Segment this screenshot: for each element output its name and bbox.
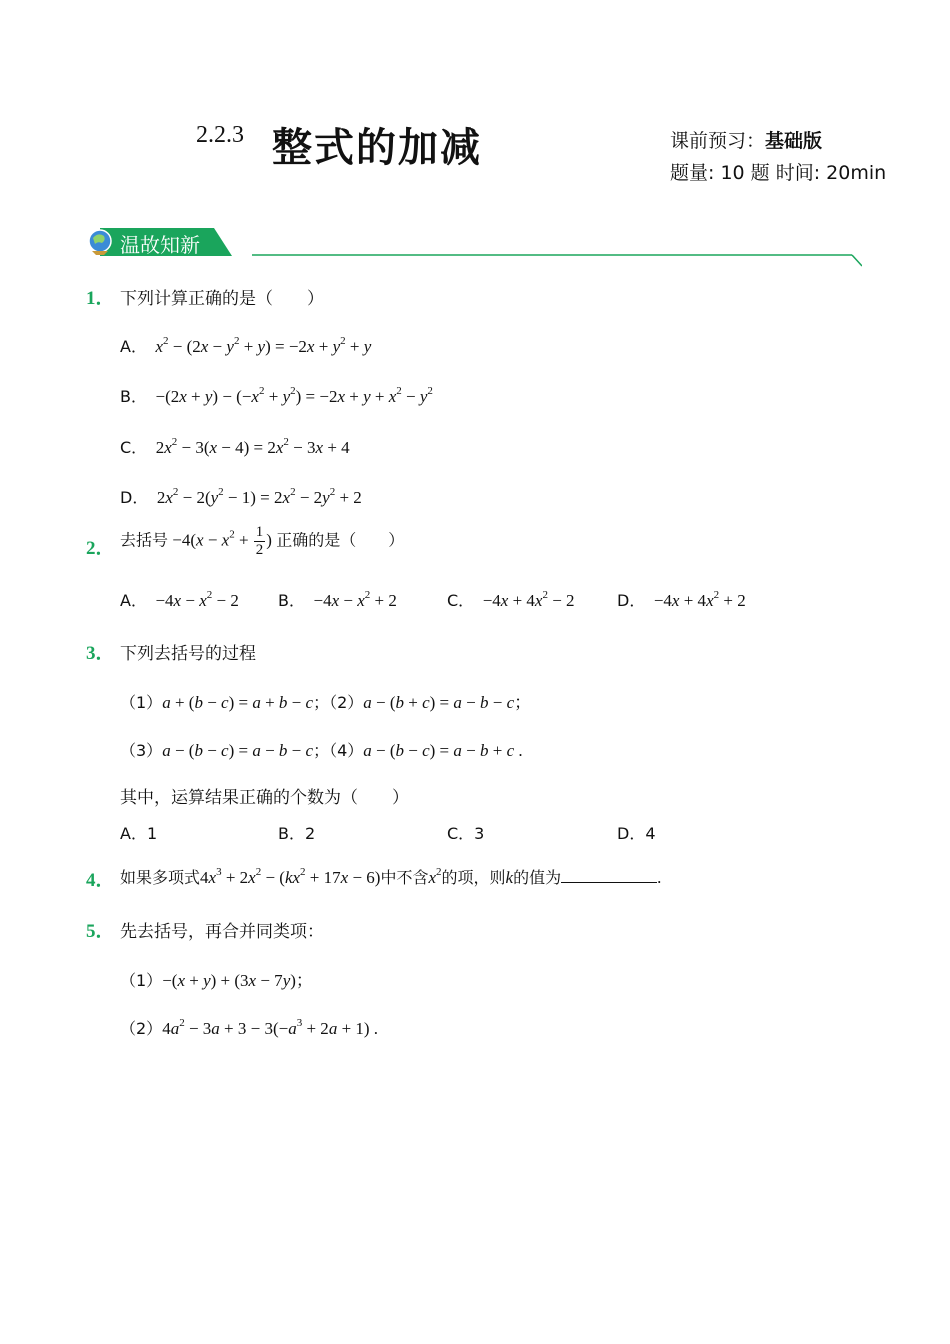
q2-option-b: B． $-4x - x^2 + 2$	[278, 589, 397, 610]
q1-option-d: D． $2x^2 - 2(y^2 - 1) = 2x^2 - 2y^2 + 2$	[120, 486, 362, 507]
question-stem-2: 去括号 $-4(x - x^2$ + $\frac{1}{2}$ ) 正确的是（ ）	[120, 524, 405, 558]
option-a-text: A．1	[120, 824, 158, 843]
page-title: 整式的加减	[272, 125, 482, 171]
q1-option-c: C． $2x^2 - 3(x - 4) = 2x^2 - 3x + 4$	[120, 436, 350, 457]
q5-part-1: （1）−(x + y) + (3x − 7y)；	[120, 971, 313, 990]
option-label: A．	[120, 591, 147, 610]
q3-option-d	[617, 821, 656, 844]
q2-option-a: A． $-4x - x^2 - 2$	[120, 589, 239, 610]
stem-suffix: 的值为	[513, 868, 562, 887]
option-label: B．	[278, 591, 305, 610]
q3-steps-3-4: （3）a − (b − c) = a − b − c；（4）a − (b − c) = a − b + c .	[120, 741, 523, 760]
question-number-4: 4．	[86, 870, 115, 891]
question-number-2: 2．	[86, 538, 115, 559]
section-number: 2.2.3	[196, 122, 244, 148]
option-c-text: C．3	[447, 824, 485, 843]
part-label-2: （2）	[120, 1019, 163, 1038]
q3-option-c	[447, 821, 484, 844]
meta-level-value: 基础版	[765, 130, 823, 152]
q2-option-c: C． $-4x + 4x^2 - 2$	[447, 589, 575, 610]
step-label-2: ；（2）	[313, 693, 364, 712]
option-label: D．	[617, 591, 646, 610]
question-number-3: 3．	[86, 643, 115, 664]
meta-label: 课前预习：	[670, 130, 766, 152]
part-label-1: （1）	[120, 971, 163, 990]
question-stem-4: 如果多项式$4x^3 + 2x^2 - (kx^2 + 17x - 6)$中不含$x^2$的项，则k的值为 .	[120, 866, 662, 887]
q2-option-d: D． $-4x + 4x^2 + 2$	[617, 589, 746, 610]
q3-steps-1-2: （1）a + (b − c) = a + b − c；（2）a − (b + c) = a − b − c；	[120, 693, 532, 712]
stem-middle2: 的项，则	[441, 868, 506, 887]
stem-middle: 中不含	[380, 868, 429, 887]
question-stem-3: 下列去括号的过程	[120, 644, 256, 664]
question-stem-5: 先去括号，再合并同类项：	[120, 922, 324, 942]
option-label: C．	[120, 438, 148, 457]
answer-blank[interactable]	[561, 866, 657, 883]
option-b-text: B．2	[278, 824, 316, 843]
section-label: 温故知新	[120, 233, 200, 257]
q1-option-a: A． $x^2 - (2x - y^2 + y) = -2x + y^2 + y$	[120, 335, 372, 356]
q5-part-2: $(2)4a^2 - 3a + 3 - 3(-a^3 + 2a + 1)$ .	[120, 1017, 379, 1038]
fraction-one-half: $\frac{1}{2}$	[255, 524, 264, 558]
option-label: C．	[447, 591, 475, 610]
option-label: A．	[120, 337, 147, 356]
stem-prefix: 如果多项式	[120, 868, 201, 887]
q3-option-b	[278, 821, 315, 844]
option-label: B．	[120, 387, 147, 406]
stem-suffix: 正确的是（ ）	[276, 530, 405, 550]
step-label-1: （1）	[120, 693, 163, 712]
option-d-text: D．4	[617, 824, 656, 843]
option-label: D．	[120, 488, 149, 507]
question-number-5: 5．	[86, 921, 115, 942]
q1-option-b: B． $-(2x + y) - (-x^2 + y^2) = -2x + y + x^2 - y^2$	[120, 385, 433, 406]
meta-level	[670, 126, 822, 153]
step-label-4: ；（4）	[313, 741, 364, 760]
meta-count: 题量: 10 题 时间: 20min	[670, 162, 887, 184]
section-divider	[252, 250, 862, 268]
q3-option-a	[120, 821, 157, 844]
stem-prefix: 去括号	[120, 530, 169, 550]
question-stem-1: 下列计算正确的是（ ）	[120, 289, 324, 309]
step-label-3: （3）	[120, 741, 163, 760]
question-number-1: 1．	[86, 288, 115, 309]
q3-question: 其中，运算结果正确的个数为（ ）	[120, 788, 409, 808]
